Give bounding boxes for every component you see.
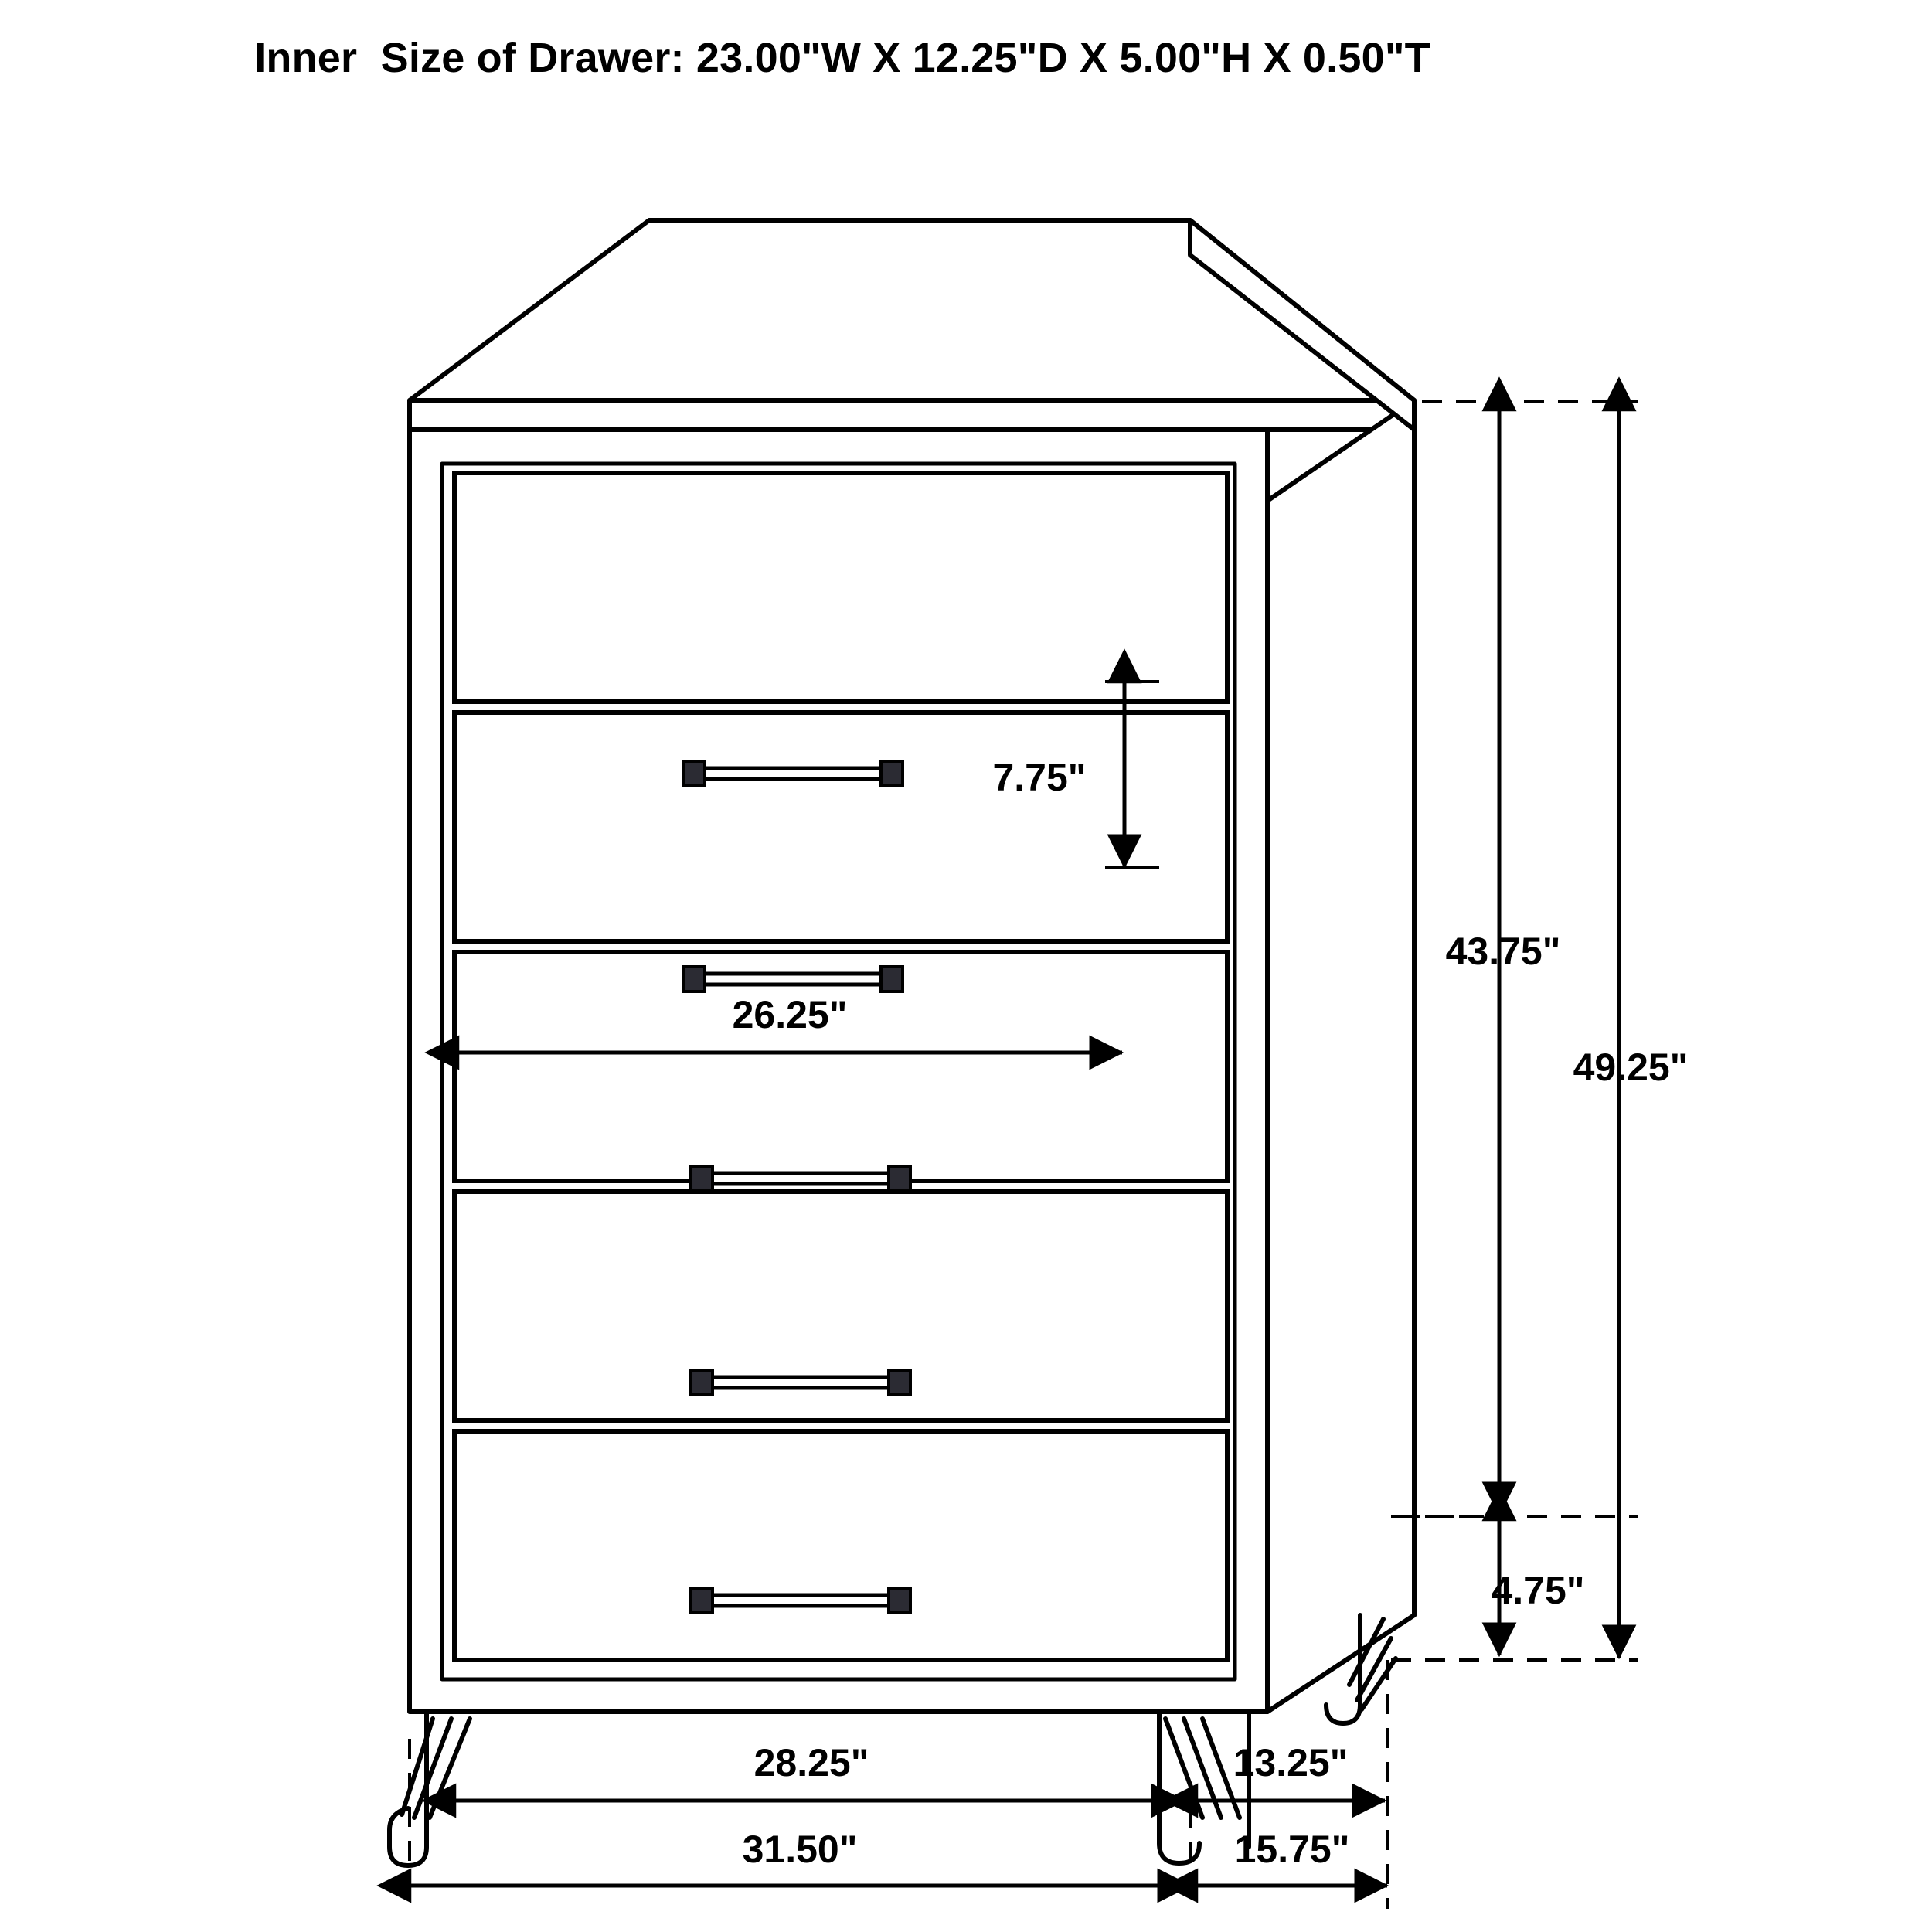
dimension-label-leg-height: 4.75"	[1491, 1569, 1585, 1612]
drawer-front-2	[454, 713, 1227, 941]
dimension-label-body-width: 28.25"	[753, 1741, 869, 1784]
dimension-label-overall-width: 31.50"	[742, 1828, 858, 1871]
dimension-label-overall-height: 49.25"	[1573, 1046, 1689, 1089]
drawer-fronts	[454, 473, 1227, 1660]
dimension-overall-height	[1391, 410, 1638, 1660]
drawer-front-5	[454, 1431, 1227, 1660]
dimension-label-drawer-height: 7.75"	[992, 756, 1087, 799]
page-title: Inner Size of Drawer: 23.00"W X 12.25"D X 5.00"H X 0.50"T	[254, 35, 1430, 81]
dimension-label-overall-depth: 15.75"	[1234, 1828, 1350, 1871]
dimension-label-drawer-width: 26.25"	[732, 993, 848, 1036]
drawer-front-1	[454, 473, 1227, 702]
dimension-label-body-height: 43.75"	[1445, 930, 1561, 973]
dimension-label-body-depth: 13.25"	[1233, 1741, 1349, 1784]
